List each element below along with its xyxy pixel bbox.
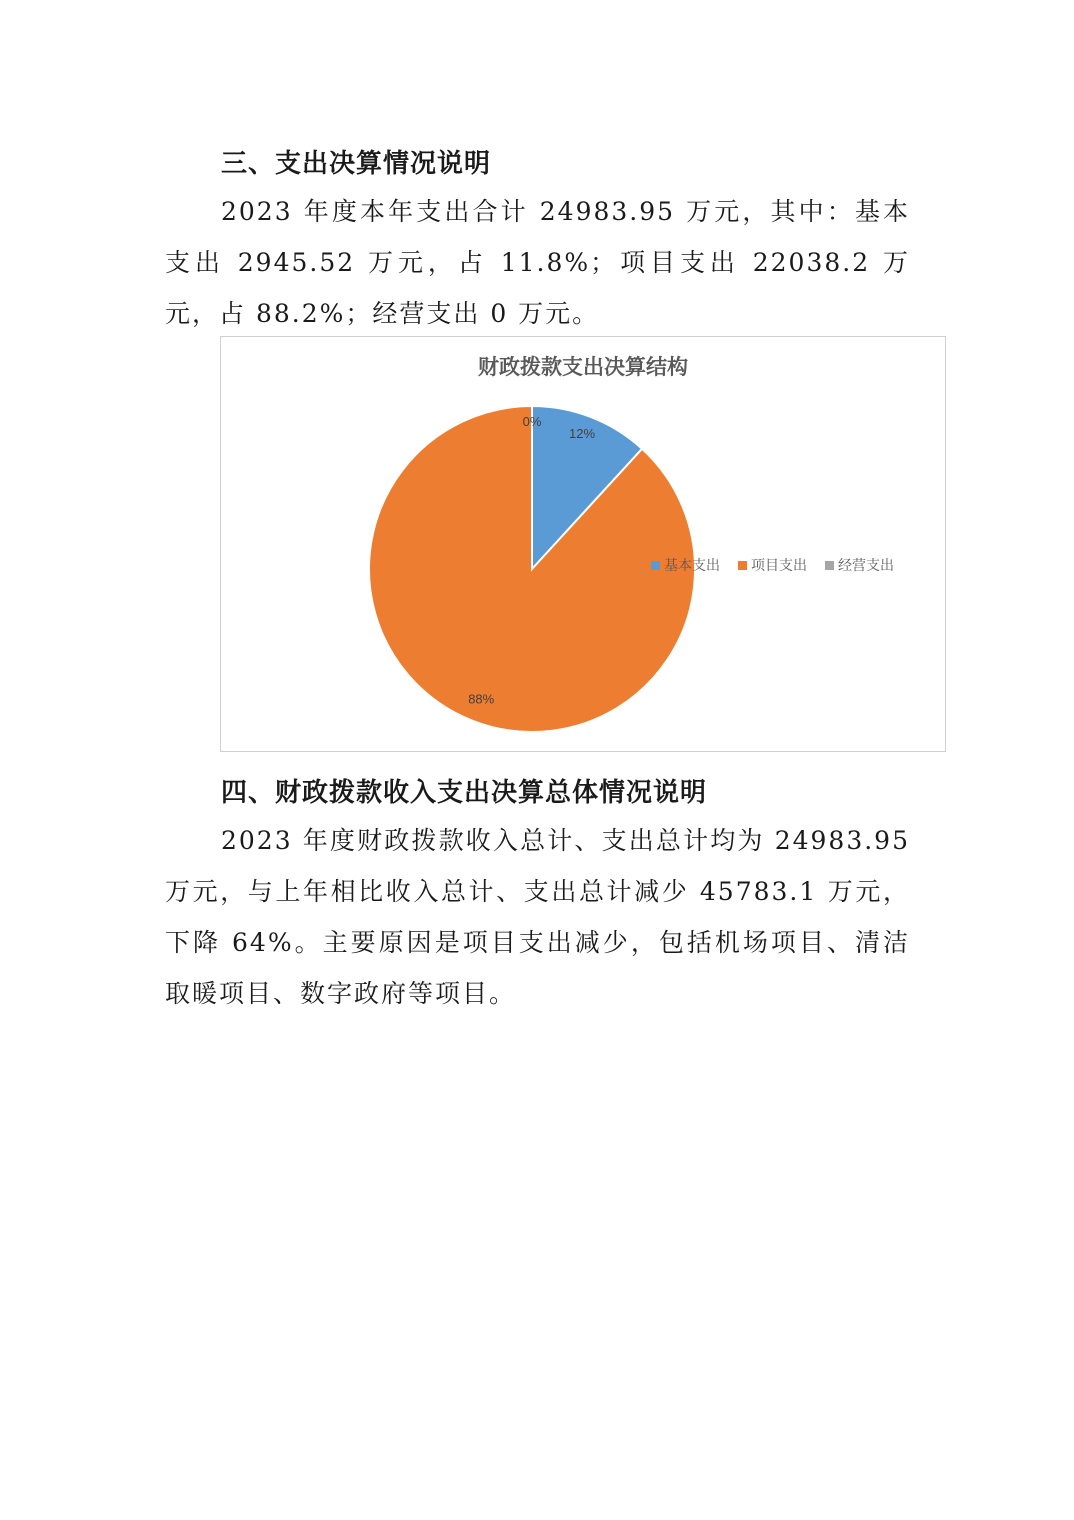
legend-item-1 xyxy=(651,555,720,575)
pie-svg xyxy=(221,337,945,751)
legend-label: 基本支出 xyxy=(664,558,720,574)
section4-heading: 四、财政拨款收入支出决算总体情况说明 xyxy=(221,778,708,808)
legend-item-3 xyxy=(825,555,894,575)
legend-label: 经营支出 xyxy=(838,558,894,574)
data-label-1: 12% xyxy=(568,426,596,441)
section3-paragraph: 2023 年度本年支出合计 24983.95 万元，其中：基本支出 2945.52 万元，占 11.8%；项目支出 22038.2 万元，占 88.2%；经营支出 0 万元。 xyxy=(165,197,910,328)
data-label-3: 0% xyxy=(522,414,542,429)
legend-swatch xyxy=(825,561,834,570)
section3-heading: 三、支出决算情况说明 xyxy=(221,149,492,179)
slice-2 xyxy=(369,406,695,732)
section4-paragraph: 2023 年度财政拨款收入总计、支出总计均为 24983.95 万元，与上年相比收入总计、支出总计减少 45783.1 万元，下降 64%。主要原因是项目支出减少，包括机场项目、清洁取暖项目、数字政府等项目。 xyxy=(165,826,910,1008)
pie-chart xyxy=(220,336,946,752)
legend-swatch xyxy=(651,561,660,570)
chart-title: 财政拨款支出决算结构 xyxy=(478,355,688,379)
legend-label: 项目支出 xyxy=(751,558,807,574)
legend-item-2 xyxy=(738,555,807,575)
chart-legend xyxy=(651,555,894,575)
legend-swatch xyxy=(738,561,747,570)
data-label-2: 88% xyxy=(468,691,495,707)
